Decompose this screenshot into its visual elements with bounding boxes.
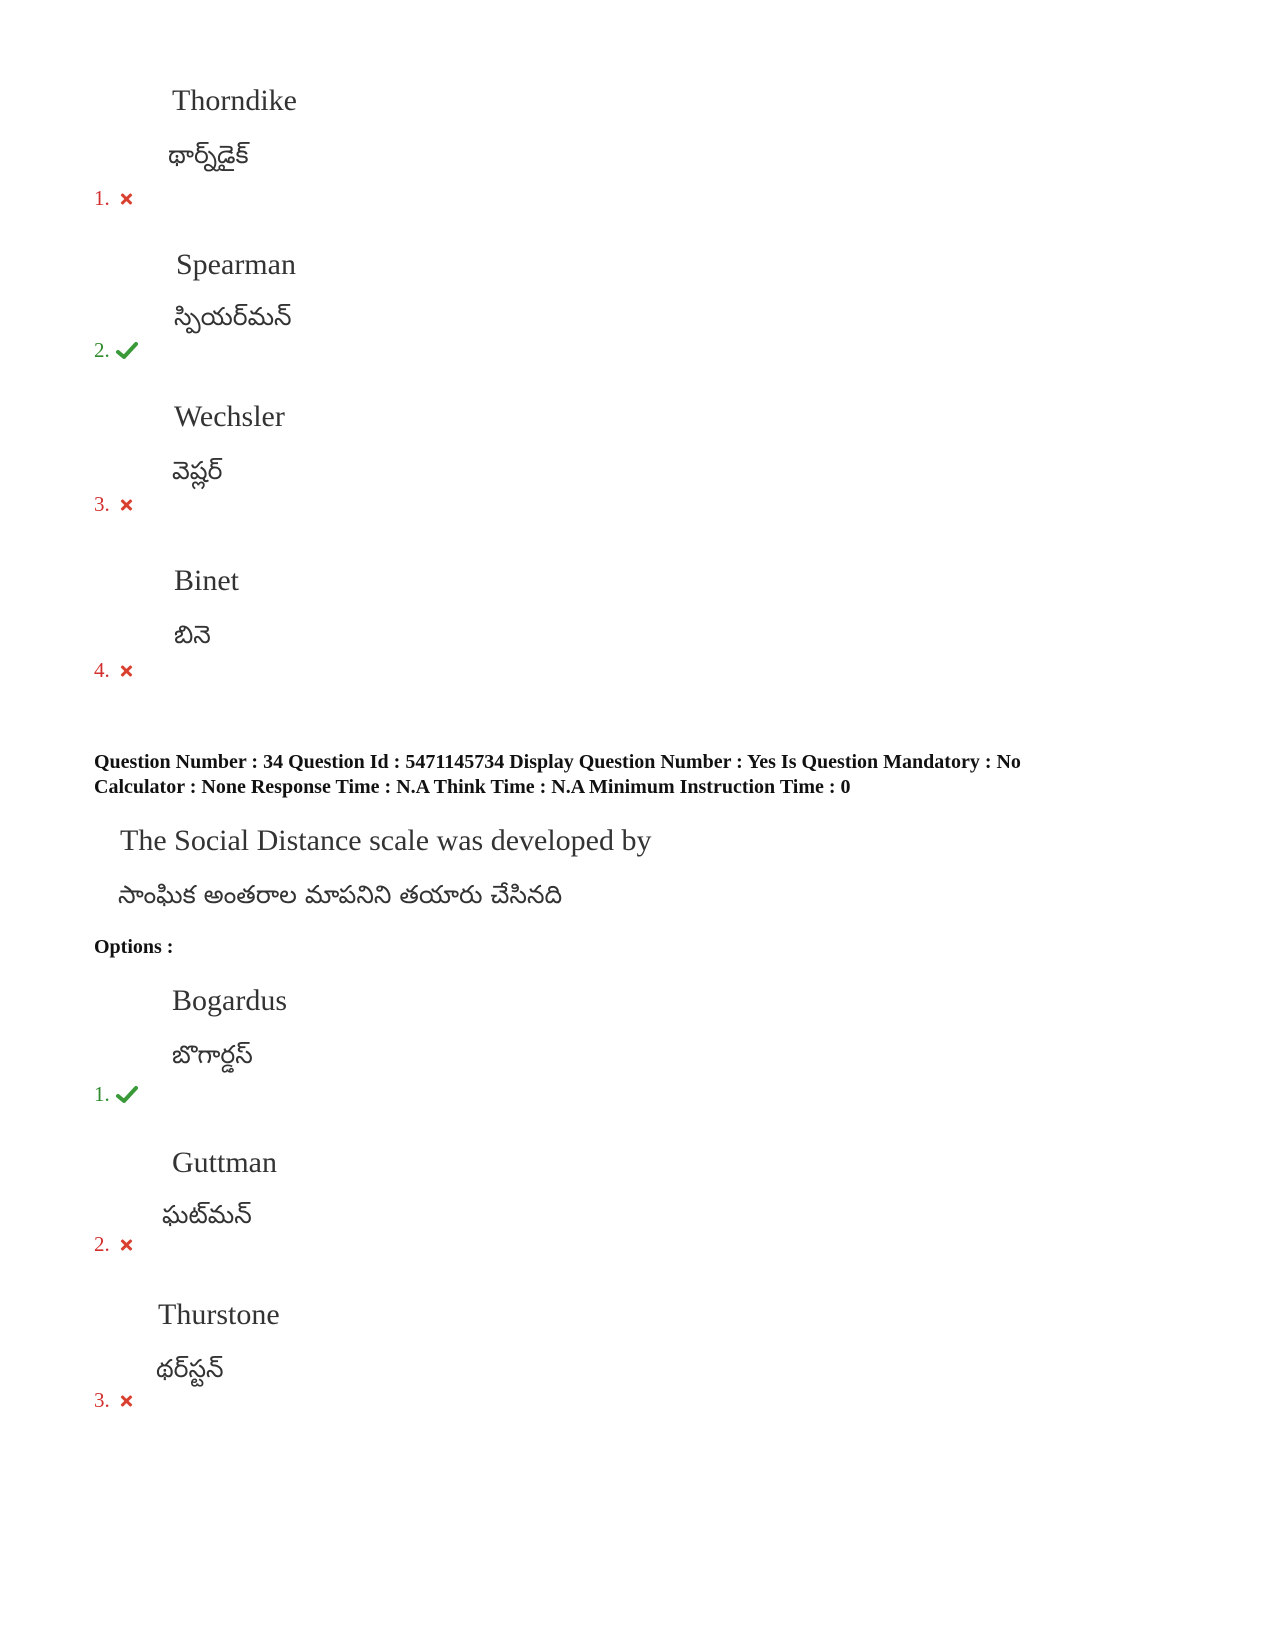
option-english: Thurstone bbox=[158, 1298, 280, 1331]
option-marker bbox=[94, 1082, 138, 1107]
cross-icon bbox=[120, 665, 132, 677]
option-marker bbox=[94, 1388, 132, 1413]
option-english: Thorndike bbox=[172, 84, 297, 117]
option-telugu: స్పియర్‌మన్ bbox=[174, 302, 292, 331]
check-icon bbox=[116, 342, 138, 360]
option-marker bbox=[94, 186, 132, 211]
question-meta bbox=[94, 750, 1021, 800]
option-marker bbox=[94, 1232, 132, 1257]
option-english: Binet bbox=[174, 564, 239, 597]
option-number: 3. bbox=[94, 1388, 110, 1412]
options-label: Options : bbox=[94, 936, 174, 958]
option-english: Bogardus bbox=[172, 984, 287, 1017]
question-meta-line2: Calculator : None Response Time : N.A Think Time : N.A Minimum Instruction Time : 0 bbox=[94, 776, 851, 798]
cross-icon bbox=[120, 1239, 132, 1251]
option-number: 2. bbox=[94, 1232, 110, 1256]
option-number: 2. bbox=[94, 338, 110, 362]
question-text-english: The Social Distance scale was developed by bbox=[120, 824, 652, 857]
option-telugu: థార్న్‌డైక్ bbox=[168, 140, 249, 169]
question-text-telugu: సాంఘిక అంతరాల మాపనిని తయారు చేసినది bbox=[118, 880, 563, 909]
option-english: Spearman bbox=[176, 248, 296, 281]
option-english: Wechsler bbox=[174, 400, 285, 433]
option-marker bbox=[94, 658, 132, 683]
option-telugu: థర్‌స్టన్ bbox=[156, 1354, 224, 1383]
option-telugu: బొగార్డస్ bbox=[172, 1040, 253, 1069]
option-telugu: ఘట్‌మన్ bbox=[162, 1200, 252, 1229]
option-telugu: వెష్లర్ bbox=[172, 456, 223, 485]
option-telugu: బినె bbox=[174, 620, 211, 649]
cross-icon bbox=[120, 193, 132, 205]
option-number: 1. bbox=[94, 186, 110, 210]
option-number: 1. bbox=[94, 1082, 110, 1106]
option-number: 4. bbox=[94, 658, 110, 682]
option-number: 3. bbox=[94, 492, 110, 516]
cross-icon bbox=[120, 1395, 132, 1407]
option-marker bbox=[94, 338, 138, 363]
option-marker bbox=[94, 492, 132, 517]
check-icon bbox=[116, 1086, 138, 1104]
option-english: Guttman bbox=[172, 1146, 277, 1179]
question-meta-line1: Question Number : 34 Question Id : 5471145734 Display Question Number : Yes Is Question Mandatory : No bbox=[94, 751, 1021, 773]
cross-icon bbox=[120, 499, 132, 511]
